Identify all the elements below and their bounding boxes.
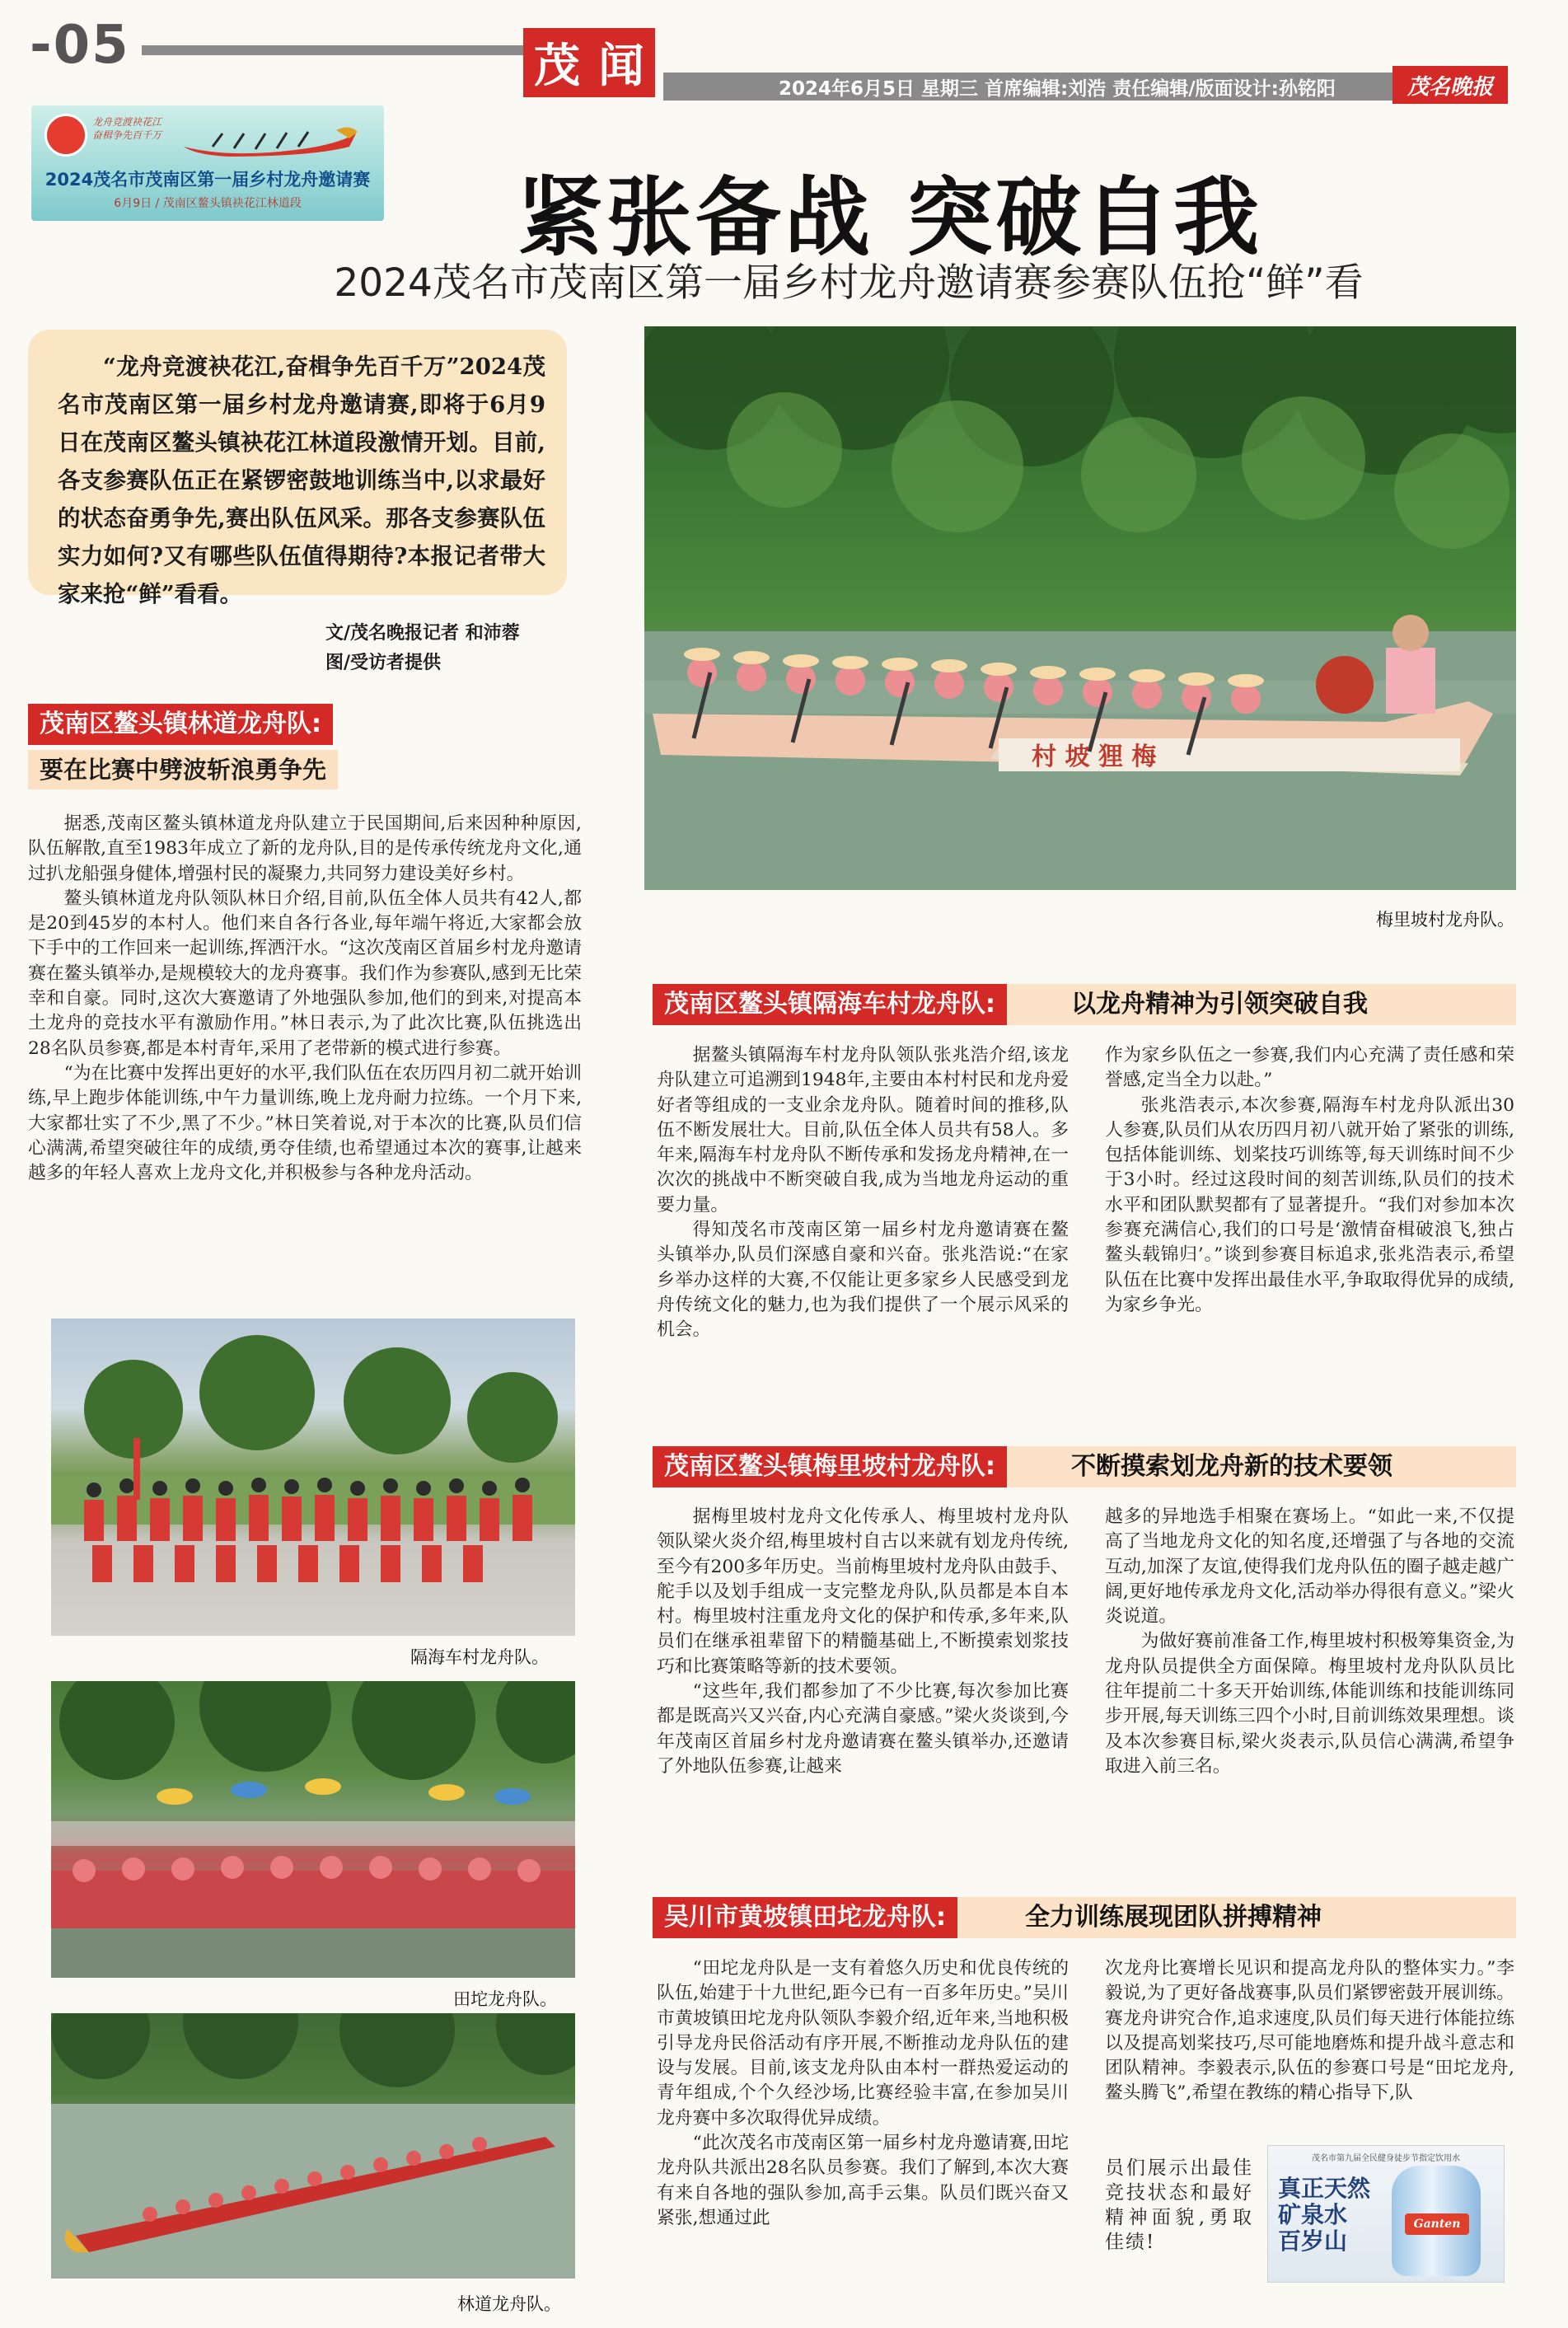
section-tiandi-head: 吴川市黄坡镇田坨龙舟队: (653, 1897, 957, 1938)
event-emblem-icon (44, 114, 87, 157)
section-meili-head: 茂南区鳌头镇梅里坡村龙舟队: (653, 1446, 1007, 1487)
caption-meilipo: 梅里坡村龙舟队。 (1376, 910, 1514, 930)
main-headline: 紧张备战 突破自我 (517, 167, 1263, 268)
section-char-mao: 茂 (523, 28, 591, 97)
event-banner (31, 105, 384, 221)
team-group-scene-icon (51, 1319, 575, 1636)
section-gehai-subhead: 以龙舟精神为引领突破自我 (1065, 984, 1379, 1025)
caption-tiandi: 田坨龙舟队。 (453, 1989, 557, 2009)
section-meili-col1 (657, 1505, 1069, 1779)
meilipo-boat-scene-icon (644, 326, 1516, 890)
rain-boat-scene-icon (51, 1681, 575, 1978)
lindao-para-3: “为在比赛中发挥出更好的水平,我们队伍在农历四月初二就开始训练,早上跑步体能训练,中午力量训练,晚上龙舟耐力拉练。一个月下来,大家都壮实了不少,黑了不少。”林日笑着说,对于本次的比赛,队员们信心满满,希望突破往年的成绩,勇夺佳绩,也希望通过本次的赛事,让越来越多的年轻人喜欢上龙舟文化,并积极参与各种龙舟活动。 (28, 1062, 582, 1184)
gehai-para-3: 作为家乡队伍之一参赛,我们内心充满了责任感和荣誉感,定当全力以赴。” (1105, 1045, 1514, 1091)
section-lindao-body (28, 812, 582, 1186)
banner-slogan: 龙舟竞渡袂花江 奋楫争先百千万 (92, 116, 162, 141)
section-lindao-head: 茂南区鳌头镇林道龙舟队: (28, 704, 333, 745)
gehai-para-1: 据鳌头镇隔海车村龙舟队领队张兆浩介绍,该龙舟队建立可追溯到1948年,主要由本村村民和龙舟爱好者等组成的一支业余龙舟队。随着时间的推移,队伍不断发展壮大。目前,队伍全体人员共有58人。多年来,隔海车村龙舟队不断传承和发扬龙舟精神,在一次次的挑战中不断突破自我,成为当地龙舟运动的重要力量。 (657, 1045, 1069, 1216)
section-gehai-col2 (1105, 1043, 1514, 1318)
intro-box (28, 330, 567, 607)
ganten-water-ad[interactable] (1267, 2145, 1505, 2283)
photo-meilipo-team (644, 326, 1516, 890)
edition-line: 2024年6月5日 星期三 首席编辑:刘浩 责任编辑/版面设计:孙铭阳 (779, 77, 1336, 100)
lindao-para-2: 鳌头镇林道龙舟队领队林日介绍,目前,队伍全体人员共有42人,都是20到45岁的本村人。他们来自各行各业,每年端午将近,大家都会放下手中的工作回来一起训练,挥洒汗水。“这次茂南区首届乡村龙舟邀请赛在鳌头镇举办,是规模较大的龙舟赛事。我们作为参赛队,感到无比荣幸和自豪。同时,这次大赛邀请了外地强队参加,他们的到来,对提高本土龙舟的竞技水平有激励作用。”林日表示,为了此次比赛,队伍挑选出28名队员参赛,都是本村青年,采用了老带新的模式进行参赛。 (28, 888, 582, 1059)
section-gehai-head: 茂南区鳌头镇隔海车村龙舟队: (653, 984, 1007, 1025)
page-number: -05 (25, 15, 142, 76)
intro-text: “龙舟竞渡袂花江,奋楫争先百千万”2024茂名市茂南区第一届乡村龙舟邀请赛,即将于6月9日在茂南区鳌头镇袂花江林道段激情开划。目前,各支参赛队伍正在紧锣密鼓地训练当中,以求最好的状态奋勇争先,赛出队伍风采。那各支参赛队伍实力如何?又有哪些队伍值得期待?本报记者带大家来抢“鲜”看看。 (58, 354, 545, 607)
section-tiandi-col2-narrow (1105, 2156, 1253, 2255)
byline-photo: 图/受访者提供 (325, 652, 442, 673)
tiandi-para-3: 次龙舟比赛增长见识和提高龙舟队的整体实力。”李毅说,为了更好备战赛事,队员们紧锣密鼓开展训练。赛龙舟讲究合作,追求速度,队员们每天进行体能拉练以及提高划桨技巧,尽可能地磨炼和提升战斗意志和团队精神。李毅表示,队伍的参赛口号是“田坨龙舟,鳌头腾飞”,希望在教练的精心指导下,队 (1105, 1958, 1514, 2104)
section-lindao-subhead: 要在比赛中劈波斩浪勇争先 (28, 750, 338, 789)
tiandi-para-3-tail: 员们展示出最佳竞技状态和最好精神面貌,勇取佳绩! (1105, 2157, 1253, 2253)
lindao-para-1: 据悉,茂南区鳌头镇林道龙舟队建立于民国期间,后来因种种原因,队伍解散,直至1983年成立了新的龙舟队,目的是传承传统龙舟文化,通过扒龙船强身健体,增强村民的凝聚力,共同努力建设美好乡村。 (28, 813, 582, 884)
paper-logo: 茂名晚报 (1392, 66, 1508, 104)
meili-para-3: 越多的异地选手相聚在赛场上。“如此一来,不仅提高了当地龙舟文化的知名度,还增强了与各地的交流互动,加深了友谊,使得我们龙舟队伍的圈子越走越广阔,更好地传承龙舟文化,活动举办得很有意义。”梁火炎说道。 (1105, 1506, 1514, 1628)
section-tiandi-col1 (657, 1956, 1069, 2231)
gehai-para-2: 得知茂名市茂南区第一届乡村龙舟邀请赛在鳌头镇举办,队员们深感自豪和兴奋。张兆浩说:“在家乡举办这样的大赛,不仅能让更多家乡人民感受到龙舟传统文化的魅力,也为我们提供了一个展示风采的机会。 (657, 1220, 1069, 1341)
section-tiandi-subhead: 全力训练展现团队拼搏精神 (1018, 1897, 1333, 1938)
tiandi-para-1: “田坨龙舟队是一支有着悠久历史和优良传统的队伍,始建于十九世纪,距今已有一百多年历史。”吴川市黄坡镇田坨龙舟队领队李毅介绍,近年来,当地积极引导龙舟民俗活动有序开展,不断推动龙舟队伍的建设与发展。目前,该支龙舟队由本村一群热爱运动的青年组成,个个久经沙场,比赛经验丰富,在参加吴川龙舟赛中多次取得优异成绩。 (657, 1958, 1069, 2129)
gehai-para-4: 张兆浩表示,本次参赛,隔海车村龙舟队派出30人参赛,队员们从农历四月初八就开始了紧张的训练,包括体能训练、划桨技巧训练等,每天训练时间不少于3小时。经过这段时间的刻苦训练,队员们的技术水平和团队默契都有了显著提升。“我们对参加本次参赛充满信心,我们的口号是‘激情奋楫破浪飞,独占鳌头载锦归’。”谈到参赛目标追求,张兆浩表示,希望队伍在比赛中发挥出最佳水平,争取取得优异的成绩,为家乡争光。 (1105, 1094, 1514, 1315)
photo-lindao-team (51, 2013, 575, 2279)
dragon-boat-graphic-icon (180, 122, 361, 158)
photo-tiandi-team (51, 1681, 575, 1978)
meili-para-1: 据梅里坡村龙舟文化传承人、梅里坡村龙舟队领队梁火炎介绍,梅里坡村自古以来就有划龙舟传统,至今有200多年历史。当前梅里坡村龙舟队由鼓手、舵手以及划手组成一支完整龙舟队,队员都是本自本村。梅里坡村注重龙舟文化的保护和传承,多年来,队员们在继承祖辈留下的精髓基础上,不断摸索划浆技巧和比赛策略等新的技术要领。 (657, 1506, 1069, 1677)
boat-name-text: 村 坡 狸 梅 (1032, 742, 1157, 771)
section-gehai-col1 (657, 1043, 1069, 1343)
river-boat-scene-icon (51, 2013, 575, 2279)
meili-para-2: “这些年,我们都参加了不少比赛,每次参加比赛都是既高兴又兴奋,内心充满自豪感。”梁火炎谈到,今年茂南区首届乡村龙舟邀请赛在鳌头镇举办,还邀请了外地队伍参赛,让越来 (657, 1681, 1069, 1777)
byline-writer: 文/茂名晚报记者 和沛蓉 (325, 622, 520, 644)
ad-brand: Ganten (1405, 2213, 1469, 2235)
caption-lindao: 林道龙舟队。 (457, 2294, 561, 2314)
section-char-wen: 闻 (587, 28, 655, 97)
section-tiandi-col2 (1105, 1956, 1514, 2106)
tiandi-para-2: “此次茂名市茂南区第一届乡村龙舟邀请赛,田坨龙舟队共派出28名队员参赛。我们了解到,本次大赛有来自各地的强队参加,高手云集。队员们既兴奋又紧张,想通过此 (657, 2133, 1069, 2228)
banner-title: 2024茂名市茂南区第一届乡村龙舟邀请赛 (44, 170, 371, 190)
banner-subtitle: 6月9日 / 茂南区鳌头镇袂花江林道段 (114, 197, 302, 210)
byline (325, 618, 520, 677)
section-meili-col2 (1105, 1505, 1514, 1779)
ad-slogan: 真正天然 矿泉水 百岁山 (1278, 2175, 1371, 2255)
ad-top-line: 茂名市第九届全民健身徒步节指定饮用水 (1312, 2154, 1460, 2163)
photo-gehaiche-team (51, 1319, 575, 1636)
meili-para-4: 为做好赛前准备工作,梅里坡村积极筹集资金,为龙舟队员提供全方面保障。梅里坡村龙舟队队员比往年提前二十多天开始训练,体能训练和技能训练同步开展,每天训练三四个小时,目前训练效果理想。谈及本次参赛目标,梁火炎表示,队员信心满满,希望争取进入前三名。 (1105, 1631, 1514, 1777)
section-meili-subhead: 不断摸索划龙舟新的技术要领 (1065, 1446, 1404, 1487)
caption-gehaiche: 隔海车村龙舟队。 (410, 1647, 549, 1667)
sub-headline: 2024茂名市茂南区第一届乡村龙舟邀请赛参赛队伍抢“鲜”看 (334, 260, 1364, 306)
edition-info-bar (663, 73, 1495, 101)
